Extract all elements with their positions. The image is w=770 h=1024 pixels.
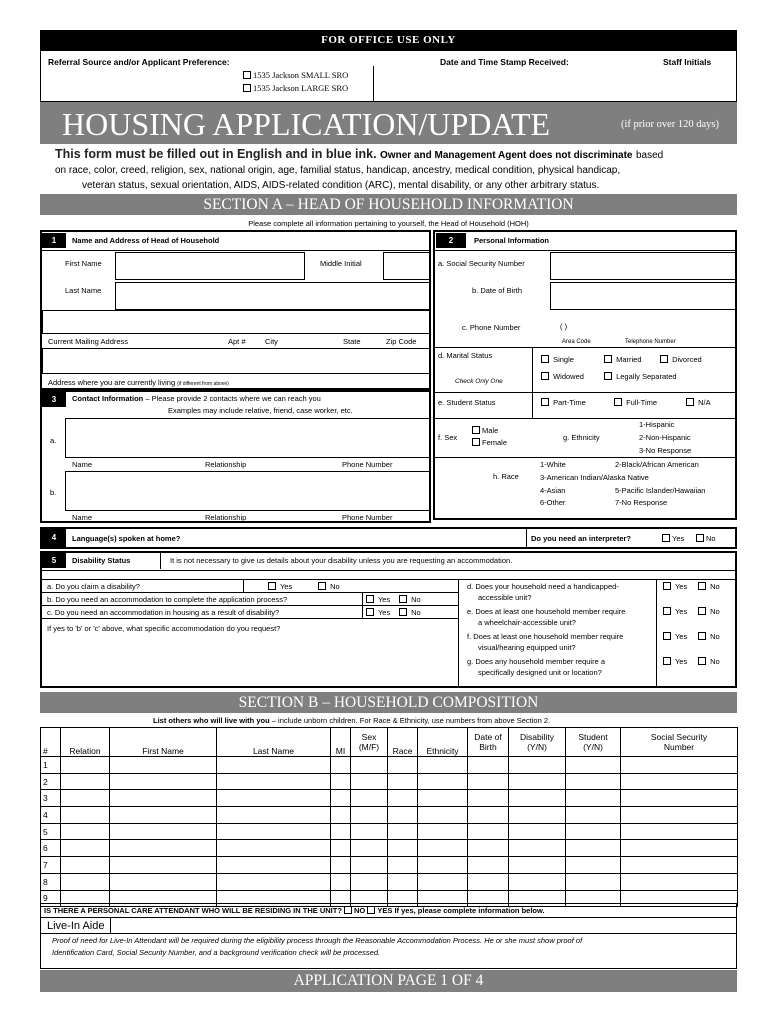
row-number: 2 [41,773,61,790]
student-status-label: e. Student Status [438,398,496,407]
box-4-number: 4 [42,529,66,547]
disability-q-f-yes[interactable]: Yes [663,632,687,642]
household-cell[interactable] [566,807,621,824]
marital-status-label: d. Marital Status [438,351,493,360]
household-cell[interactable] [418,823,468,840]
col-sex: Sex (M/F) [351,728,388,757]
disability-q-c-no[interactable]: No [399,608,421,618]
household-cell[interactable] [61,873,110,890]
household-cell[interactable] [621,840,738,857]
household-cell[interactable] [388,823,418,840]
marital-married[interactable]: Married [604,355,642,365]
col-first-name: First Name [110,728,217,757]
ssn-label: a. Social Security Number [438,259,525,268]
household-row [41,790,738,807]
apt-label: Apt # [228,337,246,346]
row-number: 4 [41,807,61,824]
disability-note: It is not necessary to give us details about your disability unless you are requesting an accommodation. [170,556,513,565]
household-cell[interactable] [566,790,621,807]
current-address-label: Address where you are currently living (if different from above) [48,378,229,387]
household-cell[interactable] [621,823,738,840]
household-cell[interactable] [418,790,468,807]
ethnicity-label: g. Ethnicity [563,433,600,442]
sex-label: f. Sex [438,433,458,442]
col-last-name: Last Name [217,728,331,757]
household-cell[interactable] [509,857,566,874]
race-option-7: 7-No Response [615,498,668,507]
section-a-subtitle: Please complete all information pertaining to yourself, the Head of Household (HOH) [248,219,529,228]
section-b-header: SECTION B – HOUSEHOLD COMPOSITION [40,692,737,713]
disability-q-g-no[interactable]: No [698,657,720,667]
attendant-yes-checkbox[interactable] [367,906,375,914]
disability-q-e: e. Does at least one household member require [467,607,626,616]
area-code-label: Area Code [562,339,591,345]
household-cell[interactable] [110,773,217,790]
col-mi: MI [331,728,351,757]
household-cell[interactable] [566,857,621,874]
box-5-disability [40,551,737,688]
household-cell[interactable] [61,823,110,840]
office-use-header: FOR OFFICE USE ONLY [40,30,737,50]
box-3-examples: Examples may include relative, friend, case worker, etc. [168,406,353,415]
state-label: State [343,337,361,346]
box-2-title: Personal Information [474,236,550,245]
box-5-number: 5 [42,553,66,568]
household-cell[interactable] [331,873,351,890]
section-a-header: SECTION A – HEAD OF HOUSEHOLD INFORMATION [40,194,737,215]
middle-initial-label: Middle Initial [320,259,362,268]
interpreter-no[interactable]: No [696,534,716,544]
row-number: 7 [41,857,61,874]
box-3-title: Contact Information – Please provide 2 contacts where we can reach you [72,394,321,403]
household-row [41,757,738,774]
household-cell[interactable] [351,823,388,840]
page-title: HOUSING APPLICATION/UPDATE [62,106,551,142]
attendant-question: IS THERE A PERSONAL CARE ATTENDANT WHO WILL BE RESIDING IN THE UNIT? NO YES If yes, please complete information below. [44,906,545,915]
household-cell[interactable] [621,757,738,774]
proof-note-line-1: Proof of need for Live-In Attendant will be required during the eligibility process through the Reasonable Accommodation Process. He or she must show proof of [52,936,583,945]
contact-a-phone-label: Phone Number [342,460,393,469]
household-cell[interactable] [418,873,468,890]
household-cell[interactable] [468,857,509,874]
household-cell[interactable] [388,790,418,807]
race-label: h. Race [493,472,519,481]
student-part-time[interactable]: Part-Time [541,398,586,408]
household-cell[interactable] [110,807,217,824]
household-cell[interactable] [509,807,566,824]
household-cell[interactable] [621,773,738,790]
disability-q-f-cont: visual/hearing equipped unit? [478,643,576,652]
disability-q-d-no[interactable]: No [698,582,720,592]
col-num: # [41,728,61,757]
household-table [40,727,738,907]
disability-q-b-no[interactable]: No [399,595,421,605]
household-cell[interactable] [621,857,738,874]
proof-note-line-2: Identification Card, Social Security Number, and a background verification check will be processed. [52,948,381,957]
contact-b-relationship-label: Relationship [205,513,247,522]
disability-q-a: a. Do you claim a disability? [47,582,140,591]
household-row [41,857,738,874]
household-cell[interactable] [388,773,418,790]
disability-q-d-cont: accessible unit? [478,593,532,602]
disability-q-d: d. Does your household need a handicapped- [467,582,619,591]
household-cell[interactable] [217,873,331,890]
check-only-one-note: Check Only One [455,378,503,385]
interpreter-label: Do you need an interpreter? [531,534,632,543]
household-cell[interactable] [217,790,331,807]
disability-q-g-cont: specifically designed unit or location? [478,668,602,677]
household-cell[interactable] [468,807,509,824]
marital-single[interactable]: Single [541,355,574,365]
ethnicity-option-3: 3-No Response [639,446,692,455]
notice-line-2: on race, color, creed, religion, sex, national origin, age, familial status, handicap, ancestry, medical condition, physical handicap, [55,165,621,176]
household-cell[interactable] [418,757,468,774]
col-race: Race [388,728,418,757]
ethnicity-option-1: 1-Hispanic [639,420,675,429]
contact-a-name-label: Name [72,460,93,469]
household-cell[interactable] [509,840,566,857]
telephone-number-label: Telephone Number [625,339,676,345]
household-cell[interactable] [110,823,217,840]
first-name-input[interactable] [115,252,305,280]
notice-line-1: This form must be filled out in English and in blue ink. Owner and Management Agent does not discriminate based [55,147,664,161]
disability-q-g: g. Does any household member require a [467,657,605,666]
household-cell[interactable] [61,757,110,774]
row-number: 3 [41,790,61,807]
household-cell[interactable] [621,873,738,890]
household-cell[interactable] [388,840,418,857]
referral-label: Referral Source and/or Applicant Preference: [48,57,230,67]
household-cell[interactable] [331,773,351,790]
household-cell[interactable] [331,823,351,840]
household-cell[interactable] [388,757,418,774]
staff-initials-label: Staff Initials [663,57,712,67]
household-cell[interactable] [351,790,388,807]
marital-divorced[interactable]: Divorced [660,355,702,365]
race-option-3: 3-American Indian/Alaska Native [540,473,649,482]
household-cell[interactable] [61,840,110,857]
household-cell[interactable] [566,873,621,890]
household-row [41,807,738,824]
row-number: 8 [41,873,61,890]
household-cell[interactable] [110,840,217,857]
row-number: 6 [41,840,61,857]
ssn-input[interactable] [550,252,736,280]
col-dob: Date of Birth [468,728,509,757]
row-number: 1 [41,757,61,774]
race-option-2: 2-Black/African American [615,460,699,469]
disability-q-b-yes[interactable]: Yes [366,595,390,605]
household-cell[interactable] [351,807,388,824]
household-cell[interactable] [217,823,331,840]
household-row [41,873,738,890]
household-table-header [41,728,738,757]
last-name-input[interactable] [115,282,430,310]
household-cell[interactable] [110,857,217,874]
disability-q-d-yes[interactable]: Yes [663,582,687,592]
household-cell[interactable] [418,773,468,790]
household-cell[interactable] [468,757,509,774]
contact-b-label: b. [50,488,57,497]
household-cell[interactable] [351,873,388,890]
household-cell[interactable] [509,790,566,807]
large-sro-checkbox[interactable] [243,84,251,92]
household-cell[interactable] [621,807,738,824]
disability-q-g-yes[interactable]: Yes [663,657,687,667]
city-label: City [265,337,278,346]
phone-label: c. Phone Number [462,323,521,332]
col-student: Student (Y/N) [566,728,621,757]
household-cell[interactable] [351,857,388,874]
dob-label: b. Date of Birth [472,286,523,295]
disability-q-a-no[interactable]: No [318,582,340,592]
household-cell[interactable] [566,823,621,840]
page-subtitle: (if prior over 120 days) [621,119,719,130]
household-cell[interactable] [61,790,110,807]
household-row [41,823,738,840]
disability-q-a-yes[interactable]: Yes [268,582,292,592]
contact-a-label: a. [50,436,57,445]
household-cell[interactable] [418,857,468,874]
household-cell[interactable] [388,807,418,824]
zip-label: Zip Code [386,337,417,346]
household-cell[interactable] [418,807,468,824]
race-option-1: 1-White [540,460,566,469]
current-address-input[interactable] [42,348,431,374]
box-1-number: 1 [42,233,66,248]
household-cell[interactable] [468,840,509,857]
attendant-no-checkbox[interactable] [344,906,352,914]
household-cell[interactable] [331,857,351,874]
sex-female[interactable]: Female [472,438,507,448]
household-cell[interactable] [217,757,331,774]
col-ethnicity: Ethnicity [418,728,468,757]
ethnicity-option-2: 2-Non-Hispanic [639,433,691,442]
footer-page-indicator: APPLICATION PAGE 1 OF 4 [40,970,737,992]
household-cell[interactable] [61,857,110,874]
contact-b-phone-label: Phone Number [342,513,393,522]
household-cell[interactable] [566,840,621,857]
race-option-6: 6-Other [540,498,566,507]
box-2-number: 2 [436,233,466,248]
household-cell[interactable] [217,857,331,874]
contact-b-name-label: Name [72,513,93,522]
disability-q-c-yes[interactable]: Yes [366,608,390,618]
household-cell[interactable] [110,790,217,807]
household-cell[interactable] [388,873,418,890]
last-name-label: Last Name [65,286,102,295]
student-na[interactable]: N/A [686,398,711,408]
option-large-sro[interactable]: 1535 Jackson LARGE SRO [243,83,348,93]
disability-q-if: If yes to 'b' or 'c' above, what specific accommodation do you request? [47,624,281,633]
notice-line-3: veteran status, sexual orientation, AIDS, AIDS-related condition (ARC), mental disability, or any other arbitrary status. [82,180,600,191]
household-cell[interactable] [509,873,566,890]
disability-q-e-cont: a wheelchair-accessible unit? [478,618,576,627]
first-name-label: First Name [65,259,102,268]
disability-q-e-no[interactable]: No [698,607,720,617]
interpreter-yes[interactable]: Yes [662,534,684,544]
household-cell[interactable] [110,873,217,890]
household-cell[interactable] [351,757,388,774]
mailing-address-input[interactable] [42,310,431,334]
row-number: 5 [41,823,61,840]
household-cell[interactable] [217,773,331,790]
household-cell[interactable] [468,773,509,790]
household-cell[interactable] [566,757,621,774]
household-cell[interactable] [331,790,351,807]
household-row [41,773,738,790]
disability-q-f: f. Does at least one household member require [467,632,624,641]
contact-b-input[interactable] [65,471,431,511]
race-option-4: 4-Asian [540,486,566,495]
col-relation: Relation [61,728,110,757]
marital-widowed[interactable]: Widowed [541,372,584,382]
household-cell[interactable] [331,757,351,774]
live-in-aide-label: Live-In Aide [47,920,105,932]
disability-q-c: c. Do you need an accommodation in housing as a result of disability? [47,608,280,617]
household-cell[interactable] [418,840,468,857]
household-cell[interactable] [388,857,418,874]
household-cell[interactable] [61,807,110,824]
household-cell[interactable] [331,840,351,857]
option-small-sro[interactable]: 1535 Jackson SMALL SRO [243,70,348,80]
contact-a-relationship-label: Relationship [205,460,247,469]
row-number: 9 [41,890,61,907]
household-cell[interactable] [351,840,388,857]
disability-q-e-yes[interactable]: Yes [663,607,687,617]
disability-title: Disability Status [72,556,131,565]
middle-initial-input[interactable] [383,252,430,280]
col-ssn: Social Security Number [621,728,738,757]
contact-a-input[interactable] [65,418,431,458]
dob-input[interactable] [550,282,736,310]
disability-q-f-no[interactable]: No [698,632,720,642]
race-option-5: 5-Pacific Islander/Hawaiian [615,486,706,495]
sex-male[interactable]: Male [472,426,498,436]
marital-separated[interactable]: Legally Separated [604,372,677,382]
household-cell[interactable] [217,807,331,824]
household-cell[interactable] [509,773,566,790]
household-cell[interactable] [621,790,738,807]
household-cell[interactable] [217,840,331,857]
box-1-title: Name and Address of Head of Household [72,236,220,245]
household-cell[interactable] [61,773,110,790]
household-cell[interactable] [468,873,509,890]
household-cell[interactable] [331,807,351,824]
phone-input[interactable]: ( ) [560,322,568,331]
languages-label: Language(s) spoken at home? [72,534,181,543]
household-cell[interactable] [468,790,509,807]
household-cell[interactable] [468,823,509,840]
household-cell[interactable] [110,757,217,774]
household-row [41,840,738,857]
disability-q-b: b. Do you need an accommodation to complete the application process? [47,595,288,604]
mailing-address-label: Current Mailing Address [48,337,129,346]
household-cell[interactable] [351,773,388,790]
household-cell[interactable] [509,757,566,774]
col-disability: Disability (Y/N) [509,728,566,757]
section-b-instructions: List others who will live with you – include unborn children. For Race & Ethnicity, use numbers from above Section 2. [153,716,551,725]
household-cell[interactable] [566,773,621,790]
small-sro-checkbox[interactable] [243,71,251,79]
box-3-number: 3 [42,392,66,407]
household-cell[interactable] [509,823,566,840]
student-full-time[interactable]: Full-Time [614,398,657,408]
date-stamp-label: Date and Time Stamp Received: [440,57,569,67]
